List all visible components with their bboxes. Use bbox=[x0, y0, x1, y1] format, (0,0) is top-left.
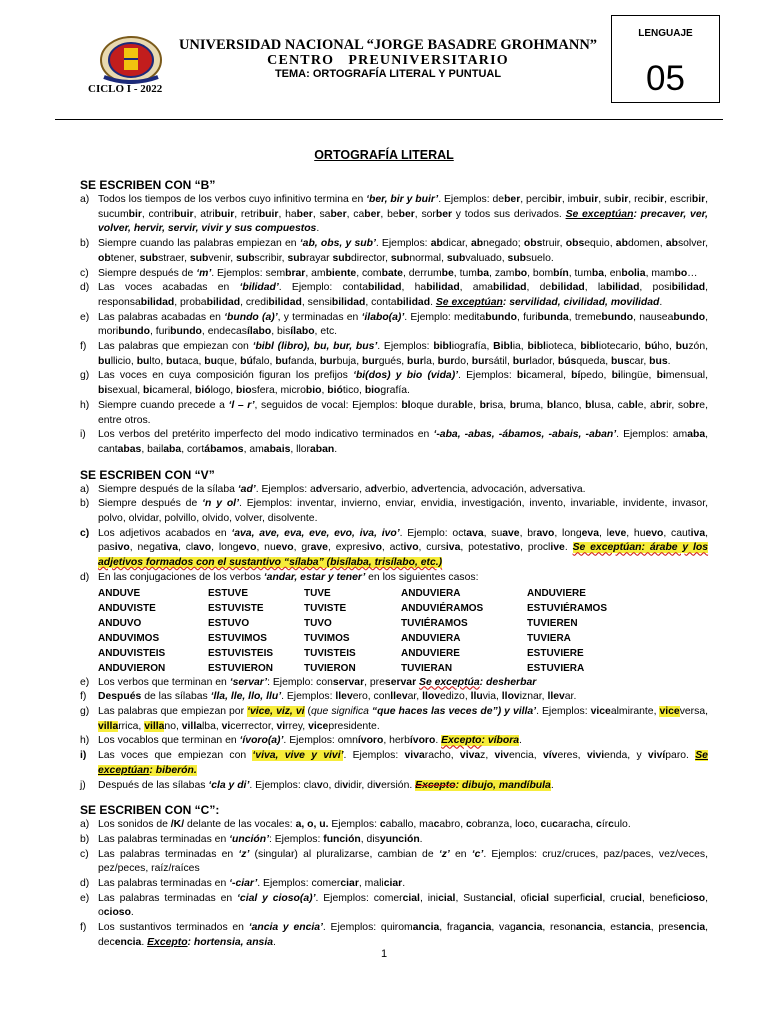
item-letter: f) bbox=[80, 922, 87, 934]
list-item bbox=[80, 779, 708, 794]
list-item bbox=[80, 848, 708, 877]
conjugation-table bbox=[80, 586, 708, 676]
item-text: Siempre después de ‘n y ol’. Ejemplos: inventar, invierno, enviar, envidia, investigación, invento, invariable, invidente, invasor, polvo, olvidar, polvillo, olvido, volver, disolvente. bbox=[98, 498, 708, 525]
conjugation-cell: TUVIERON bbox=[304, 662, 356, 674]
university-seal-logo bbox=[98, 35, 164, 85]
conjugation-cell: ESTUVIÉRAMOS bbox=[527, 602, 608, 614]
list-item bbox=[80, 705, 708, 734]
content-body bbox=[80, 168, 708, 951]
conjugation-cell: TUVIMOS bbox=[304, 632, 350, 644]
conjugation-cell: ESTUVIERA bbox=[527, 662, 585, 674]
item-letter: b) bbox=[80, 238, 90, 250]
center-name: CENTRO PREUNIVERSITARIO bbox=[267, 53, 509, 68]
item-letter: a) bbox=[80, 194, 90, 205]
conjugation-cell: ANDUVISTE bbox=[98, 602, 156, 614]
list-item bbox=[80, 734, 708, 749]
item-letter: d) bbox=[80, 282, 90, 294]
page-number: 1 bbox=[380, 948, 388, 960]
topic-line: TEMA: ORTOGRAFÍA LITERAL Y PUNTUAL bbox=[274, 68, 502, 80]
conjugation-cell: ANDUVIÉRAMOS bbox=[401, 602, 484, 614]
item-letter: i) bbox=[80, 429, 86, 441]
list-item bbox=[80, 237, 708, 266]
conjugation-cell: ESTUVIMOS bbox=[208, 632, 267, 644]
list-item bbox=[80, 340, 708, 369]
list-item bbox=[80, 690, 708, 705]
item-text: Las palabras que empiezan con ‘bibl (libro), bu, bur, bus’. Ejemplos: bibliografía, Biblia, biblioteca, bibliotecario, búho, buzón, bullicio, bulto, butaca, buque, búfalo, bufanda, burbuja, burgués, burla, burdo, bursátil, burlador, búsqueda, buscar, bus. bbox=[98, 341, 708, 367]
item-letter: g) bbox=[80, 370, 90, 382]
conjugation-cell: ANDUVIERON bbox=[98, 662, 166, 674]
item-letter: f) bbox=[80, 691, 87, 703]
list-item bbox=[80, 399, 708, 428]
item-letter: e) bbox=[80, 892, 90, 904]
item-letter: b) bbox=[80, 498, 90, 510]
conjugation-cell: TUVO bbox=[304, 617, 332, 629]
item-text: Los sonidos de /K/ delante de las vocales: a, o, u. Ejemplos: caballo, macabro, cobranza, loco, cucaracha, círculo. bbox=[98, 819, 631, 831]
item-text: Las palabras acabadas en ‘bundo (a)’, y terminadas en ‘ilabo(a)’. Ejemplo: meditabundo, furibunda, tremebundo, nauseabundo, moribundo, furibundo, endecasílabo, bisílabo, etc. bbox=[98, 311, 708, 338]
item-text: Todos los tiempos de los verbos cuyo infinitivo termina en ‘ber, bir y buir’. Ejemplos: deber, percibir, imbuir, subir, recibir, escribir, sucumbir, contribuir, atribuir, retribuir, haber, saber, caber, beber, sorber y todos sus derivados. Se exceptúan: precaver, ver, volver, hervir, servir, vivir y sus compuestos. bbox=[98, 194, 709, 235]
conjugation-cell: TUVIERAN bbox=[401, 662, 453, 674]
conjugation-cell: ESTUVISTEIS bbox=[208, 647, 274, 659]
item-text: Las voces que empiezan con ‘viva, vive y vivi’. Ejemplos: vivaracho, vivaz, vivencia, víveres, vivienda, y vivíparo. Se exceptúan: biberón. bbox=[98, 750, 708, 776]
list-item bbox=[80, 818, 708, 833]
list-item bbox=[80, 428, 708, 457]
item-text: En las conjugaciones de los verbos ‘andar, estar y tener’ en los siguientes casos: bbox=[98, 571, 479, 583]
item-letter: a) bbox=[80, 819, 90, 831]
list-item bbox=[80, 267, 708, 282]
conjugation-cell: ANDUVIMOS bbox=[98, 632, 160, 644]
list-item bbox=[80, 311, 708, 340]
item-text: Siempre cuando precede a ‘l – r’, seguidos de vocal: Ejemplos: bloque durable, brisa, bruma, blanco, blusa, cable, abrir, sobre, entre otros. bbox=[98, 399, 708, 426]
conjugation-cell: TUVISTE bbox=[304, 602, 347, 614]
item-letter: h) bbox=[80, 735, 90, 747]
page-title: ORTOGRAFÍA LITERAL bbox=[314, 148, 454, 162]
conjugation-cell: ANDUVO bbox=[98, 617, 142, 629]
list-item bbox=[80, 921, 708, 950]
item-letter: e) bbox=[80, 311, 90, 323]
item-text: Los adjetivos acabados en ‘ava, ave, eva, eve, evo, iva, ivo’. Ejemplo: octava, suave, bravo, longeva, leve, huevo, cautiva, pasivo, negativa, clavo, longevo, nuevo, grave, expresivo, activo, cursiva, potestativo, proclive. Se exceptúan: árabe y los adjetivos formados con el sustantivo “sílaba” (bisílaba, trisílabo, etc.) bbox=[98, 527, 709, 569]
list-item bbox=[80, 527, 708, 571]
item-letter: j) bbox=[80, 779, 86, 791]
conjugation-cell: TUVE bbox=[304, 587, 331, 599]
conjugation-cell: ESTUVIERON bbox=[208, 662, 274, 674]
conjugation-cell: ANDUVIERA bbox=[401, 632, 461, 644]
item-text: Las voces acabadas en ‘bilidad’. Ejemplo: contabilidad, habilidad, amabilidad, debilidad, labilidad, posibilidad, responsabilidad, probabilidad, credibilidad, sensibilidad, contabilidad. Se exceptúan: servilidad, civilidad, movilidad. bbox=[98, 282, 708, 308]
item-letter: c) bbox=[80, 267, 89, 279]
item-text: Los verbos que terminan en ‘servar’: Ejemplo: conservar, preservar Se exceptúa: desherbar bbox=[98, 676, 537, 688]
item-text: Los vocablos que terminan en ‘ívoro(a)’. Ejemplos: omnívoro, herbívoro. Excepto: víbora. bbox=[98, 735, 522, 747]
conjugation-cell: ANDUVE bbox=[98, 587, 141, 599]
list-item bbox=[80, 571, 708, 586]
item-letter: g) bbox=[80, 705, 90, 717]
list-item bbox=[80, 877, 708, 892]
item-text: Los verbos del pretérito imperfecto del modo indicativo terminados en ‘-aba, -abas, -ábamos, -abais, -aban’. Ejemplos: amaba, cantabas, bailaba, cortábamos, amabais, lloraban. bbox=[98, 429, 709, 455]
list-item bbox=[80, 497, 708, 526]
item-text: Después de las sílabas ‘cla y di’. Ejemplos: clavo, dividir, diversión. Excepto: dibujo, mandíbula. bbox=[98, 779, 554, 791]
item-letter: f) bbox=[80, 341, 87, 353]
section-heading: SE ESCRIBEN CON “V” bbox=[80, 467, 215, 482]
list-item bbox=[80, 193, 708, 237]
list-item bbox=[80, 281, 708, 310]
item-letter: d) bbox=[80, 878, 90, 890]
item-text: Las palabras terminadas en ‘-ciar’. Ejemplos: comerciar, maliciar. bbox=[98, 878, 406, 890]
item-letter: d) bbox=[80, 571, 90, 583]
list-item bbox=[80, 749, 708, 778]
item-text: Las palabras terminadas en ‘cial y cioso(a)’. Ejemplos: comercial, inicial, Sustancial, oficial superficial, crucial, beneficioso, ocioso. bbox=[98, 892, 708, 919]
item-letter: e) bbox=[80, 676, 90, 688]
item-text: Las palabras terminadas en ‘unción’: Ejemplos: función, disyunción. bbox=[98, 833, 423, 845]
conjugation-cell: TUVIERA bbox=[527, 632, 571, 644]
item-letter: h) bbox=[80, 399, 90, 411]
item-text: Las palabras que empiezan por ‘vice, viz, vi (que significa “que haces las veces de”) y villa’. Ejemplos: vicealmirante, viceversa, villarrica, villano, villalba, vicerrector, virrey, vicepresidente. bbox=[98, 705, 708, 732]
item-text: Las voces en cuya composición figuran los prefijos ‘bi(dos) y bio (vida)’. Ejemplos: bicameral, bípedo, bilingüe, bimensual, bisexual, bicameral, biólogo, biosfera, microbio, biótico, biografía. bbox=[98, 370, 708, 397]
item-letter: c) bbox=[80, 848, 89, 860]
conjugation-cell: ESTUVE bbox=[208, 587, 249, 599]
conjugation-cell: TUVIÉRAMOS bbox=[401, 617, 468, 629]
list-item bbox=[80, 676, 708, 691]
list-item bbox=[80, 483, 708, 498]
conjugation-cell: ANDUVIERE bbox=[401, 647, 460, 659]
conjugation-cell: ANDUVIERE bbox=[527, 587, 586, 599]
section-heading: SE ESCRIBEN CON “B” bbox=[80, 178, 216, 192]
item-text: Las palabras terminadas en ‘z’ (singular) al pluralizarse, cambian de ‘z’ en ‘c’. Ejemplos: cruz/cruces, paz/paces, vez/veces, pez/peces, raíz/raíces bbox=[98, 848, 708, 875]
section-heading: SE ESCRIBEN CON “C”: bbox=[80, 803, 220, 818]
list-item bbox=[80, 892, 708, 921]
conjugation-cell: ESTUVIERE bbox=[527, 647, 584, 659]
university-name: UNIVERSIDAD NACIONAL “JORGE BASADRE GROHMANN” bbox=[178, 37, 598, 53]
subject-label: LENGUAJE bbox=[638, 28, 693, 39]
cycle-label: CICLO I - 2022 bbox=[88, 83, 163, 95]
item-text: Siempre después de la sílaba ‘ad’. Ejemplos: adversario, adverbio, advertencia, advocación, adversativa. bbox=[98, 483, 586, 495]
item-letter: i) bbox=[80, 750, 87, 762]
conjugation-cell: TUVISTEIS bbox=[304, 647, 356, 659]
conjugation-cell: ANDUVIERA bbox=[401, 587, 461, 599]
conjugation-cell: TUVIEREN bbox=[527, 617, 578, 629]
header-divider bbox=[55, 119, 723, 120]
conjugation-cell: ESTUVISTE bbox=[208, 602, 264, 614]
list-item bbox=[80, 833, 708, 848]
item-text: Después de las sílabas ‘lla, lle, llo, llu’. Ejemplos: llevero, conllevar, llovedizo, lluvia, lloviznar, llevar. bbox=[98, 691, 577, 703]
subject-box bbox=[611, 15, 720, 103]
item-text: Siempre cuando las palabras empiezan en ‘ab, obs, y sub’. Ejemplos: abdicar, abnegado; obstruir, obsequio, abdomen, absolver, obtener, substraer, subvenir, subscribir, subrayar subdirector, subnormal, subvaluado, subsuelo. bbox=[98, 238, 708, 264]
item-letter: a) bbox=[80, 483, 90, 495]
list-item bbox=[80, 369, 708, 398]
conjugation-cell: ANDUVISTEIS bbox=[98, 647, 166, 659]
item-letter: c) bbox=[80, 527, 90, 539]
item-letter: b) bbox=[80, 833, 90, 845]
session-number: 05 bbox=[646, 59, 685, 98]
item-text: Los sustantivos terminados en ‘ancia y encia’. Ejemplos: quiromancia, fragancia, vagancia, resonancia, estancia, presencia, decencia. Excepto: hortensia, ansia. bbox=[98, 922, 709, 948]
item-text: Siempre después de ‘m’. Ejemplos: sembrar, ambiente, combate, derrumbe, tumba, zambo, bombín, tumba, enbolia, mambo… bbox=[98, 267, 698, 279]
conjugation-cell: ESTUVO bbox=[208, 617, 250, 629]
